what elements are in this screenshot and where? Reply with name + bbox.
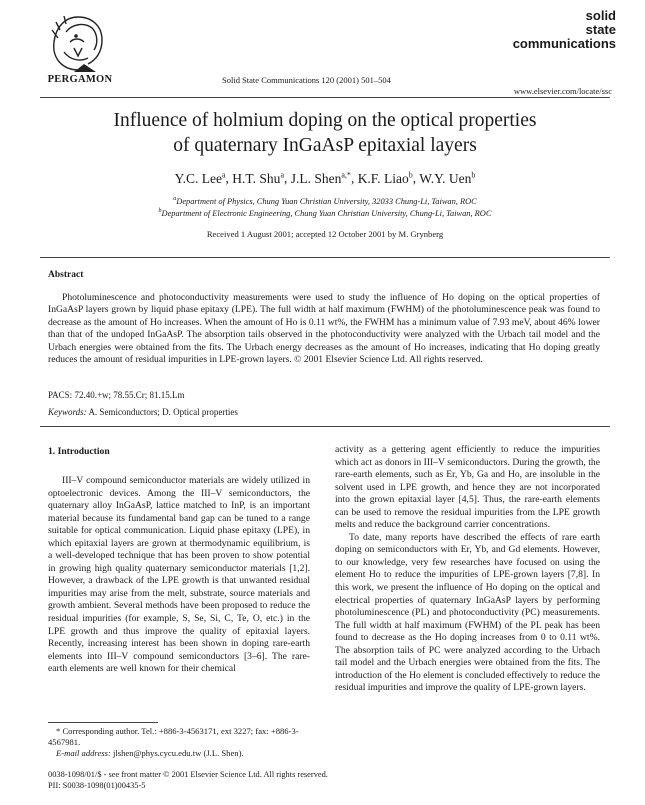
abstract-text: Photoluminescence and photoconductivity measurements were used to study the influence of Ho doping on the optical properties of InGaAsP layers grown by liquid phase epitaxy (LPE). The full width at half maximum (FWHM) of the photoluminescence peak was found to decrease as the amount of Ho increases. When the amount of Ho is 0.11 wt%, the FWHM has a minimum value of 7.93 meV, about 46% lower than that of the undoped InGaAsP. The absorption tails observed in the photoconductivity were analyzed with the Urbach tail model and the Urbach energies were obtained from the fits. The Urbach energy decreases as the amount of Ho increases, indicating that Ho doping greatly reduces the amount of residual impurities in LPE-grown layers. © 2001 Elsevier Science Ltd. All rights reserved. (48, 292, 600, 366)
journal-brand (496, 9, 616, 51)
author: K.F. Liao$^b$ (357, 170, 413, 186)
publisher-name: PERGAMON (47, 74, 113, 85)
received-dates: Received 1 August 2001; accepted 12 October 2001 by M. Grynberg (206, 229, 444, 239)
journal-url[interactable]: www.elsevier.com/locate/ssc (513, 86, 612, 96)
author: Y.C. Lee$^a$ (174, 170, 226, 186)
pacs-codes: PACS: 72.40.+w; 78.55.Cr; 81.15.Lm (48, 390, 185, 400)
abstract-heading: Abstract (48, 270, 84, 280)
affiliation-a: $^a$Department of Physics, Chung Yuan Christian University, 32033 Chung-Li, Taiwan, ROC (173, 196, 477, 206)
journal-citation: Solid State Communications 120 (2001) 501–504 (222, 75, 391, 85)
title-line: of quaternary InGaAsP epitaxial layers (173, 135, 477, 156)
journal-brand-line: solid (585, 8, 616, 23)
right-column (335, 444, 600, 695)
footnote (48, 726, 310, 759)
paragraph: activity as a gettering agent efficiently to reduce the impurities which act as donors in III–V semiconductors. During the growth, the rare-earth elements, such as Er, Yb, Ga and Ho, are insoluble in the solvent used in LPE growth, and hence they are not incorporated into the grown epitaxial layer [4,5]. Thus, the rare-earth elements can be used to remove the residual impurities from the LPE growth melts and reduce the background carrier concentrations. (335, 444, 600, 531)
title-rule (40, 257, 610, 258)
author: J.L. Shen$^{a,*}$ (290, 170, 351, 186)
publisher-logo (44, 12, 114, 74)
pii-line: PII: S0038-1098(01)00435-5 (48, 781, 146, 790)
paragraph: III–V compound semiconductor materials are widely utilized in optoelectronic devices. Among the III–V semiconductors, the quaternary alloy InGaAsP, lattice matched to InP, is an important material because its fundamental band gap can be tuned to a range suitable for optical communication. Liquid phase epitaxy (LPE), in which epitaxial layers are grown at thermodynamic equilibrium, is a well-developed technique that has been proven to show potential in growing high quality quaternary semiconductor materials [1,2]. However, a drawback of the LPE growth is that unwanted residual impurities may arise from the melt, substrate, source materials and growth ambient. Several methods have been proposed to reduce the residual impurities (for example, S, Se, Si, C, Te, O, etc.) in the LPE growth and thus improve the quality of epitaxial layers. Recently, increasing interest has been shown in doping rare-earth elements into III–V compound semiconductors [3–6]. The rare-earth elements are well known for their chemical (48, 475, 310, 675)
keywords-label: Keywords: (48, 407, 87, 417)
keywords (48, 407, 238, 417)
email-line (48, 748, 310, 759)
left-column (48, 475, 310, 676)
footnote-rule (48, 722, 158, 723)
journal-brand-line: communications (512, 36, 616, 51)
author-list: Y.C. Lee$^a$, H.T. Shu$^a$, J.L. Shen$^{a,*}$, K.F. Liao$^b$, W.Y. Uen$^b$ (174, 170, 476, 186)
header-rule (40, 97, 610, 98)
email-label: E-mail address: (56, 748, 111, 758)
author: W.Y. Uen$^b$ (419, 170, 476, 186)
paragraph: To date, many reports have described the effects of rare earth doping on semiconductors with Er, Yb, and Gd elements. However, to our knowledge, very few researches have focused on using the element Ho to reduce the impurities of LPE-grown layers [7,8]. In this work, we present the influence of Ho doping on the optical and electrical properties of quaternary InGaAsP layers by performing photoluminescence (PL) and photoconductivity (PC) measurements. The full width at half maximum (FWHM) of the PL peak has been found to decrease as the Ho doping increases from 0 to 0.11 wt%. The absorption tails of PC were analyzed according to the Urbach tail model and the Urbach energies were obtained from the fits. The introduction of the Ho element is concluded effectively to reduce the residual impurities and improve the quality of LPE-grown layers. (335, 531, 600, 694)
email-address[interactable]: jlshen@phys.cycu.edu.tw (J.L. Shen). (112, 748, 244, 758)
journal-brand-line: state (585, 22, 616, 37)
abstract-rule (40, 426, 610, 427)
corresponding-author: * Corresponding author. Tel.: +886-3-4563171, ext 3227; fax: +886-3-4567981. (48, 726, 299, 747)
copyright-line: 0038-1098/01/$ - see front matter © 2001 Elsevier Science Ltd. All rights reserved. (48, 770, 328, 779)
keywords-value: A. Semiconductors; D. Optical properties (88, 407, 238, 417)
affiliation-b: $^b$Department of Electronic Engineering, Chung Yuan Christian University, Chung-Li, Taiwan, ROC (158, 208, 492, 218)
title-line: Influence of holmium doping on the optical properties (113, 110, 537, 131)
author: H.T. Shu$^a$ (232, 170, 284, 186)
article-title (40, 108, 610, 158)
section-heading: 1. Introduction (48, 446, 110, 457)
